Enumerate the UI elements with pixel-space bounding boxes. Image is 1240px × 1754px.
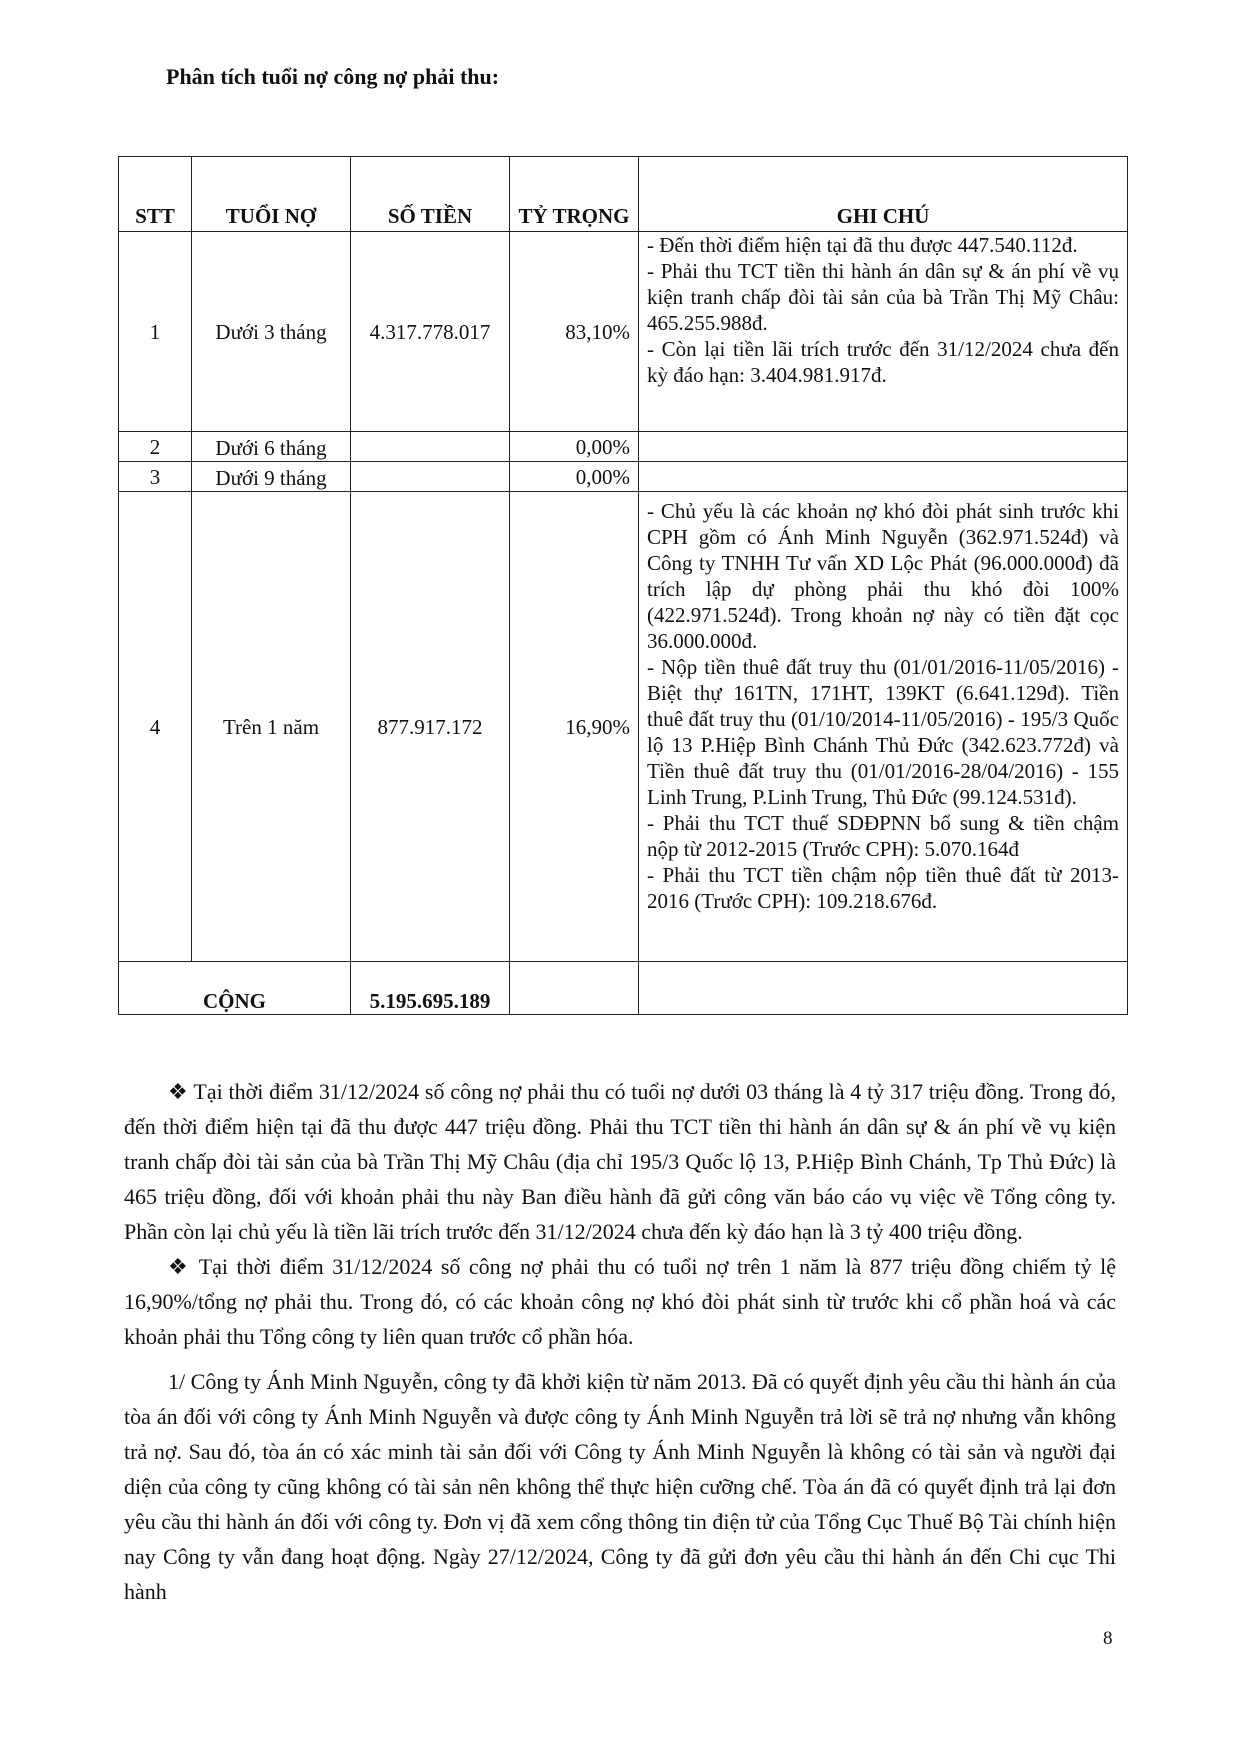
total-note — [639, 962, 1128, 1015]
row-age: Dưới 6 tháng — [192, 432, 351, 462]
row-note — [639, 232, 1128, 432]
row-stt: 3 — [119, 462, 192, 492]
row-age: Dưới 3 tháng — [192, 232, 351, 432]
note-line: - Nộp tiền thuê đất truy thu (01/01/2016-11/05/2016) - Biệt thự 161TN, 171HT, 139KT (6.641.129đ). Tiền thuê đất truy thu (01/10/2014-11/05/2016) - 195/3 Quốc lộ 13 P.Hiệp Bình Chánh Thủ Đức (342.623.772đ) và Tiền thuê đất truy thu (01/01/2016-28/04/2016) - 155 Linh Trung, P.Linh Trung, Thủ Đức (99.124.531đ). — [647, 655, 1119, 809]
row-ratio: 16,90% — [510, 492, 639, 962]
table-row — [119, 232, 1128, 432]
page-heading: Phân tích tuổi nợ công nợ phải thu: — [166, 64, 500, 89]
row-stt: 1 — [119, 232, 192, 432]
total-label: CỘNG — [119, 962, 351, 1015]
row-ratio: 83,10% — [510, 232, 639, 432]
row-note — [639, 432, 1128, 462]
header-ratio: TỶ TRỌNG — [510, 157, 639, 232]
table-row — [119, 492, 1128, 962]
total-ratio — [510, 962, 639, 1015]
header-stt: STT — [119, 157, 192, 232]
row-amount — [351, 432, 510, 462]
total-row — [119, 962, 1128, 1015]
note-line: - Phải thu TCT tiền chậm nộp tiền thuê đất từ 2013-2016 (Trước CPH): 109.218.676đ. — [647, 863, 1119, 913]
row-note — [639, 462, 1128, 492]
row-ratio: 0,00% — [510, 462, 639, 492]
row-age: Trên 1 năm — [192, 492, 351, 962]
paragraph: ❖ Tại thời điểm 31/12/2024 số công nợ phải thu có tuổi nợ trên 1 năm là 877 triệu đồng chiếm tỷ lệ 16,90%/tổng nợ phải thu. Trong đó, có các khoản công nợ khó đòi phát sinh từ trước khi cổ phần hoá và các khoản phải thu Tổng công ty liên quan trước cổ phần hóa. — [124, 1254, 1116, 1349]
note-line: - Còn lại tiền lãi trích trước đến 31/12/2024 chưa đến kỳ đáo hạn: 3.404.981.917đ. — [647, 337, 1119, 387]
table-row — [119, 462, 1128, 492]
row-stt: 4 — [119, 492, 192, 962]
debt-aging-table — [118, 156, 1128, 1015]
row-amount: 877.917.172 — [351, 492, 510, 962]
total-amount: 5.195.695.189 — [351, 962, 510, 1015]
paragraph: ❖ Tại thời điểm 31/12/2024 số công nợ phải thu có tuổi nợ dưới 03 tháng là 4 tỷ 317 triệu đồng. Trong đó, đến thời điểm hiện tại đã thu được 447 triệu đồng. Phải thu TCT tiền thi hành án dân sự & án phí về vụ kiện tranh chấp đòi tài sản của bà Trần Thị Mỹ Châu (địa chỉ 195/3 Quốc lộ 13, P.Hiệp Bình Chánh, Tp Thủ Đức) là 465 triệu đồng, đối với khoản phải thu này Ban điều hành đã gửi công văn báo cáo vụ việc về Tổng công ty. Phần còn lại chủ yếu là tiền lãi trích trước đến 31/12/2024 chưa đến kỳ đáo hạn là 3 tỷ 400 triệu đồng. — [124, 1079, 1116, 1244]
row-amount: 4.317.778.017 — [351, 232, 510, 432]
body-text — [124, 1074, 1116, 1609]
paragraph: 1/ Công ty Ánh Minh Nguyễn, công ty đã khởi kiện từ năm 2013. Đã có quyết định yêu cầu thi hành án của tòa án đối với công ty Ánh Minh Nguyễn và được công ty Ánh Minh Nguyễn trả lời sẽ trả nợ nhưng vẫn không trả nợ. Sau đó, tòa án có xác minh tài sản đối với Công ty Ánh Minh Nguyễn là không có tài sản và người đại diện của công ty cũng không có tài sản nên không thể thực hiện cưỡng chế. Tòa án đã có quyết định trả lại đơn yêu cầu thi hành án đối với công ty. Đơn vị đã xem cổng thông tin điện tử của Tổng Cục Thuế Bộ Tài chính hiện nay Công ty vẫn đang hoạt động. Ngày 27/12/2024, Công ty đã gửi đơn yêu cầu thi hành án đến Chi cục Thi hành — [124, 1369, 1116, 1604]
row-note — [639, 492, 1128, 962]
header-note: GHI CHÚ — [639, 157, 1128, 232]
row-amount — [351, 462, 510, 492]
note-line: - Chủ yếu là các khoản nợ khó đòi phát sinh trước khi CPH gồm có Ánh Minh Nguyễn (362.971.524đ) và Công ty TNHH Tư vấn XD Lộc Phát (96.000.000đ) đã trích lập dự phòng phải thu khó đòi 100% (422.971.524đ). Trong khoản nợ này có tiền đặt cọc 36.000.000đ. — [647, 499, 1119, 653]
header-age: TUỔI NỢ — [192, 157, 351, 232]
row-ratio: 0,00% — [510, 432, 639, 462]
table-row — [119, 432, 1128, 462]
row-age: Dưới 9 tháng — [192, 462, 351, 492]
table-header-row — [119, 157, 1128, 232]
page-number: 8 — [1103, 1628, 1113, 1649]
header-amount: SỐ TIỀN — [351, 157, 510, 232]
note-line: - Phải thu TCT tiền thi hành án dân sự & án phí về vụ kiện tranh chấp đòi tài sản của bà Trần Thị Mỹ Châu: 465.255.988đ. — [647, 259, 1119, 335]
note-line: - Đến thời điểm hiện tại đã thu được 447.540.112đ. — [647, 233, 1078, 257]
row-stt: 2 — [119, 432, 192, 462]
note-line: - Phải thu TCT thuế SDĐPNN bổ sung & tiền chậm nộp từ 2012-2015 (Trước CPH): 5.070.164đ — [647, 811, 1119, 861]
